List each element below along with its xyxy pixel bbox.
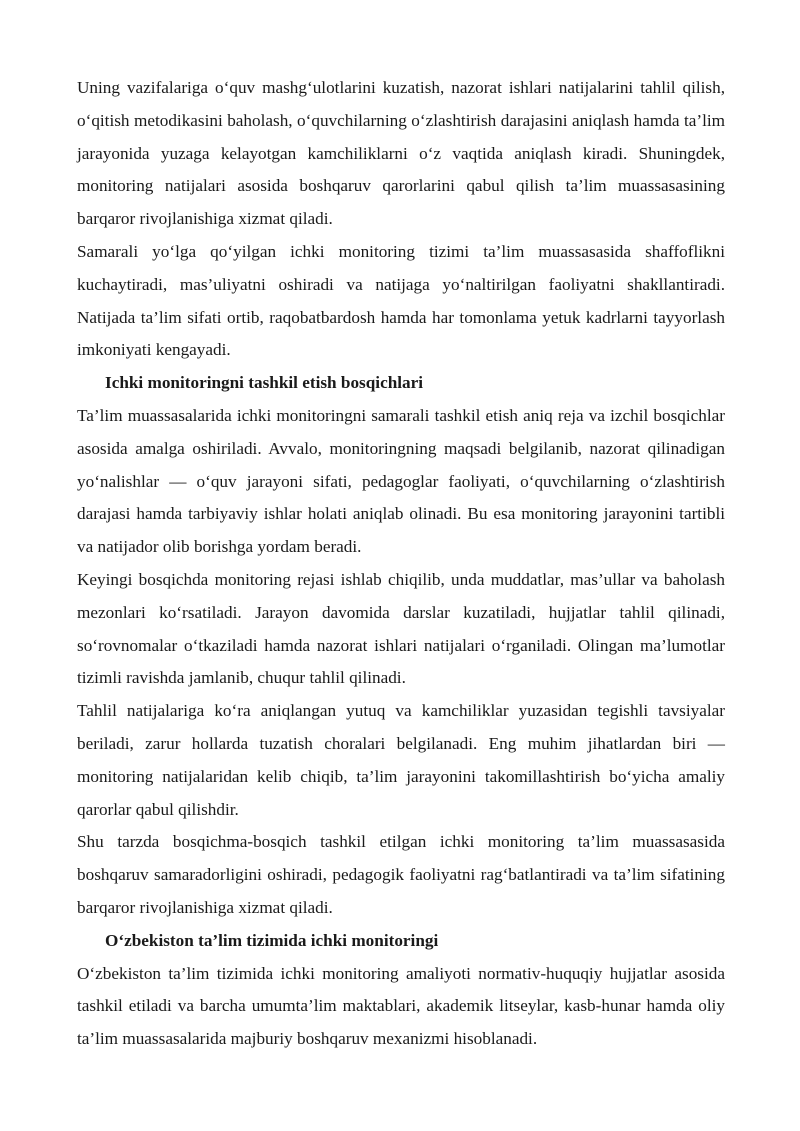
paragraph-stage-execution: Keyingi bosqichda monitoring rejasi ishlab chiqilib, unda muddatlar, mas’ullar va baholash mezonlari ko‘rsatiladi. Jarayon davomida darslar kuzatiladi, hujjatlar tahlil qilinadi, so‘rovnomalar o‘tkaziladi hamda nazorat ishlari natijalari o‘rganiladi. Olingan ma’lumotlar tizimli ravishda jamlanib, chuqur tahlil qilinadi. bbox=[77, 569, 725, 688]
paragraph-monitoring-benefits: Samarali yo‘lga qo‘yilgan ichki monitoring tizimi ta’lim muassasasida shaffoflikni kuchaytiradi, mas’uliyatni oshiradi va natijaga yo‘naltirilgan faoliyatni shakllantiradi. Natijada ta’lim sifati ortib, raqobatbardosh hamda har tomonlama yetuk kadrlarni tayyorlash imkoniyati kengayadi. bbox=[77, 241, 725, 360]
document-page bbox=[77, 72, 725, 1056]
paragraph-stage-conclusion: Shu tarzda bosqichma-bosqich tashkil etilgan ichki monitoring ta’lim muassasasida boshqaruv samaradorligini oshiradi, pedagogik faoliyatni rag‘batlantiradi va ta’lim sifatining barqaror rivojlanishiga xizmat qiladi. bbox=[77, 832, 725, 917]
paragraph-uzbekistan-practice: O‘zbekiston ta’lim tizimida ichki monitoring amaliyoti normativ-huquqiy hujjatlar asosida tashkil etiladi va barcha umumta’lim maktablari, akademik litseylar, kasb-hunar hamda oliy ta’lim muassasalarida majburiy boshqaruv mexanizmi hisoblanadi. bbox=[77, 963, 725, 1049]
paragraph-stage-planning: Ta’lim muassasalarida ichki monitoringni samarali tashkil etish aniq reja va izchil bosqichlar asosida amalga oshiriladi. Avvalo, monitoringning maqsadi belgilanib, nazorat qilinadigan yo‘nalishlar — o‘quv jarayoni sifati, pedagoglar faoliyati, o‘quvchilarning o‘zlashtirish darajasi hamda tarbiyaviy ishlar holati aniqlab olinadi. Bu esa monitoring jarayonini tartibli va natijador olib borishga yordam beradi. bbox=[77, 405, 725, 557]
paragraph-stage-analysis: Tahlil natijalariga ko‘ra aniqlangan yutuq va kamchiliklar yuzasidan tegishli tavsiyalar beriladi, zarur hollarda tuzatish choralari belgilanadi. Eng muhim jihatlardan biri — monitoring natijalaridan kelib chiqib, ta’lim jarayonini takomillashtirish bo‘yicha amaliy qarorlar qabul qilishdir. bbox=[77, 701, 725, 819]
heading-monitoring-stages: Ichki monitoringni tashkil etish bosqichlari bbox=[105, 373, 424, 393]
paragraph-monitoring-tasks: Uning vazifalariga o‘quv mashg‘ulotlarini kuzatish, nazorat ishlari natijalarini tahlil qilish, o‘qitish metodikasini baholash, o‘quvchilarning o‘zlashtirish darajasini aniqlash hamda ta’lim jarayonida yuzaga kelayotgan kamchiliklarni o‘z vaqtida aniqlash kiradi. Shuningdek, monitoring natijalari asosida boshqaruv qarorlarini qabul qilish ta’lim muassasasining barqaror rivojlanishiga xizmat qiladi. bbox=[77, 78, 725, 229]
heading-uzbekistan-monitoring: O‘zbekiston ta’lim tizimida ichki monitoringi bbox=[105, 930, 439, 950]
